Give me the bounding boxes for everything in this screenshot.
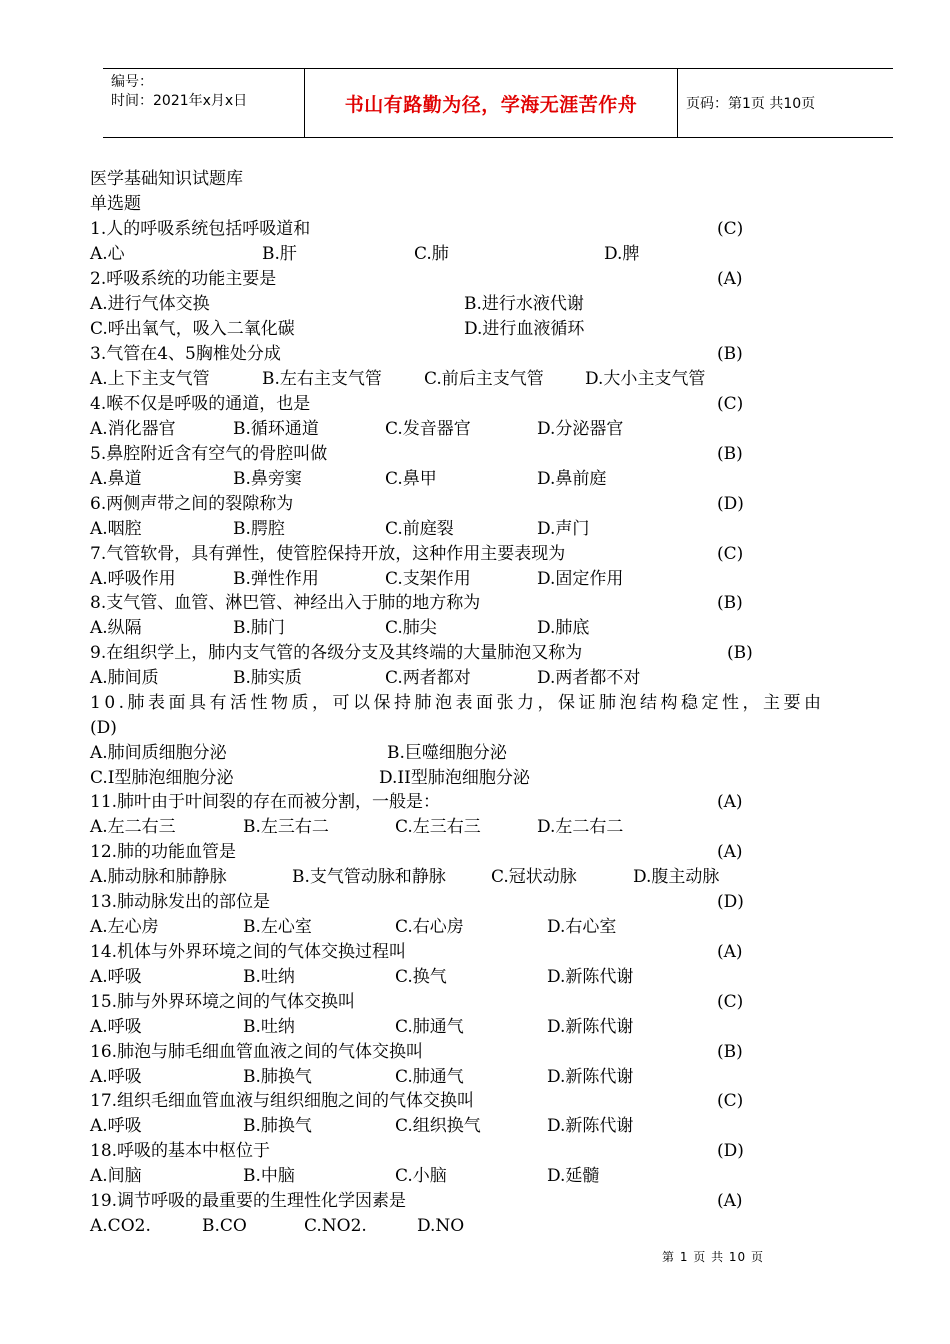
time-label: 时间：2021年x月x日 bbox=[111, 93, 248, 109]
option: A.呼吸 bbox=[90, 967, 142, 987]
option: A.肺间质细胞分泌 bbox=[90, 743, 227, 763]
option: D.脾 bbox=[604, 244, 640, 264]
answer-key: (A) bbox=[717, 942, 743, 962]
page-header bbox=[103, 68, 893, 138]
option: D.右心室 bbox=[547, 917, 617, 937]
answer-key: (D) bbox=[90, 718, 117, 738]
option: A.进行气体交换 bbox=[90, 294, 210, 314]
option: D.新陈代谢 bbox=[547, 1116, 634, 1136]
option: B.左三右二 bbox=[243, 817, 329, 837]
question-text: 13.肺动脉发出的部位是 bbox=[90, 892, 271, 912]
option: C.I型肺泡细胞分泌 bbox=[90, 768, 234, 788]
option: A.鼻道 bbox=[90, 469, 142, 489]
number-label: 编号： bbox=[111, 74, 153, 90]
option: B.吐纳 bbox=[243, 1017, 295, 1037]
option: A.呼吸作用 bbox=[90, 569, 176, 589]
option: C.前庭裂 bbox=[385, 519, 454, 539]
answer-key: (A) bbox=[717, 842, 743, 862]
answer-key: (A) bbox=[717, 269, 743, 289]
option: D.鼻前庭 bbox=[537, 469, 607, 489]
question-text: 18.呼吸的基本中枢位于 bbox=[90, 1141, 271, 1161]
option: A.心 bbox=[90, 244, 125, 264]
question-text: 6.两侧声带之间的裂隙称为 bbox=[90, 494, 294, 514]
option: B.中脑 bbox=[243, 1166, 295, 1186]
option: A.CO2. bbox=[90, 1216, 151, 1236]
option: D.分泌器官 bbox=[537, 419, 624, 439]
option: C.肺通气 bbox=[395, 1017, 464, 1037]
option: C.组织换气 bbox=[395, 1116, 481, 1136]
option: D.左二右二 bbox=[537, 817, 624, 837]
option: C.小脑 bbox=[395, 1166, 447, 1186]
header-motto: 书山有路勤为径，学海无涯苦作舟 bbox=[344, 94, 638, 116]
option: A.间脑 bbox=[90, 1166, 142, 1186]
option: D.NO bbox=[417, 1216, 465, 1236]
question-text: 4.喉不仅是呼吸的通道，也是 bbox=[90, 394, 311, 414]
question-text: 1.人的呼吸系统包括呼吸道和 bbox=[90, 219, 311, 239]
option: D.固定作用 bbox=[537, 569, 624, 589]
option: C.前后主支气管 bbox=[424, 369, 544, 389]
answer-key: (C) bbox=[717, 219, 744, 239]
option: C.肺尖 bbox=[385, 618, 437, 638]
question-text: 2.呼吸系统的功能主要是 bbox=[90, 269, 277, 289]
option: D.腹主动脉 bbox=[633, 867, 720, 887]
option: C.NO2. bbox=[304, 1216, 367, 1236]
answer-key: (A) bbox=[717, 1191, 743, 1211]
option: B.肺实质 bbox=[233, 668, 302, 688]
option: C.发音器官 bbox=[385, 419, 471, 439]
option: D.两者都不对 bbox=[537, 668, 641, 688]
option: B.巨噬细胞分泌 bbox=[387, 743, 507, 763]
option: C.支架作用 bbox=[385, 569, 471, 589]
option: A.左心房 bbox=[90, 917, 159, 937]
header-meta bbox=[111, 73, 247, 111]
option: D.肺底 bbox=[537, 618, 590, 638]
option: D.新陈代谢 bbox=[547, 1017, 634, 1037]
option: C.左三右三 bbox=[395, 817, 481, 837]
answer-key: (D) bbox=[717, 892, 744, 912]
question-text: 5.鼻腔附近含有空气的骨腔叫做 bbox=[90, 444, 328, 464]
question-text: 15.肺与外界环境之间的气体交换叫 bbox=[90, 992, 356, 1012]
option: D.大小主支气管 bbox=[585, 369, 706, 389]
option: A.肺动脉和肺静脉 bbox=[90, 867, 227, 887]
question-text: 8.支气管、血管、淋巴管、神经出入于肺的地方称为 bbox=[90, 593, 481, 613]
option: A.咽腔 bbox=[90, 519, 142, 539]
option: C.呼出氧气，吸入二氧化碳 bbox=[90, 319, 295, 339]
option: C.右心房 bbox=[395, 917, 464, 937]
option: C.肺 bbox=[414, 244, 449, 264]
question-text: 16.肺泡与肺毛细血管血液之间的气体交换叫 bbox=[90, 1042, 424, 1062]
option: D.新陈代谢 bbox=[547, 1067, 634, 1087]
answer-key: (D) bbox=[717, 494, 744, 514]
option: B.支气管动脉和静脉 bbox=[292, 867, 446, 887]
option: B.肝 bbox=[262, 244, 297, 264]
answer-key: (C) bbox=[717, 1091, 744, 1111]
option: A.上下主支气管 bbox=[90, 369, 210, 389]
option: D.进行血液循环 bbox=[464, 319, 585, 339]
option: D.II型肺泡细胞分泌 bbox=[379, 768, 530, 788]
answer-key: (B) bbox=[717, 344, 743, 364]
question-text: 11.肺叶由于叶间裂的存在而被分割，一般是： bbox=[90, 792, 441, 812]
option: A.左二右三 bbox=[90, 817, 176, 837]
option: A.呼吸 bbox=[90, 1067, 142, 1087]
option: A.呼吸 bbox=[90, 1017, 142, 1037]
answer-key: (C) bbox=[717, 992, 744, 1012]
option: C.两者都对 bbox=[385, 668, 471, 688]
option: C.换气 bbox=[395, 967, 447, 987]
header-divider bbox=[677, 69, 678, 137]
answer-key: (B) bbox=[717, 1042, 743, 1062]
question-text: 7.气管软骨，具有弹性，使管腔保持开放，这种作用主要表现为 bbox=[90, 544, 566, 564]
answer-key: (D) bbox=[717, 1141, 744, 1161]
option: B.肺换气 bbox=[243, 1116, 312, 1136]
option: B.左心室 bbox=[243, 917, 312, 937]
question-text: 10.肺表面具有活性物质，可以保持肺泡表面张力，保证肺泡结构稳定性，主要由 bbox=[90, 693, 825, 713]
option: A.纵隔 bbox=[90, 618, 142, 638]
option: B.肺换气 bbox=[243, 1067, 312, 1087]
page-info: 页码：第1页 共10页 bbox=[686, 96, 816, 112]
option: D.延髓 bbox=[547, 1166, 600, 1186]
question-text: 3.气管在4、5胸椎处分成 bbox=[90, 344, 281, 364]
question-text: 17.组织毛细血管血液与组织细胞之间的气体交换叫 bbox=[90, 1091, 475, 1111]
page-footer: 第 1 页 共 10 页 bbox=[662, 1250, 764, 1264]
option: B.循环通道 bbox=[233, 419, 319, 439]
answer-key: (B) bbox=[727, 643, 753, 663]
question-text: 12.肺的功能血管是 bbox=[90, 842, 237, 862]
option: B.吐纳 bbox=[243, 967, 295, 987]
option: D.声门 bbox=[537, 519, 590, 539]
option: B.进行水液代谢 bbox=[464, 294, 584, 314]
answer-key: (B) bbox=[717, 444, 743, 464]
question-text: 14.机体与外界环境之间的气体交换过程叫 bbox=[90, 942, 407, 962]
option: B.弹性作用 bbox=[233, 569, 319, 589]
option: C.冠状动脉 bbox=[491, 867, 577, 887]
option: A.消化器官 bbox=[90, 419, 176, 439]
answer-key: (C) bbox=[717, 544, 744, 564]
option: A.呼吸 bbox=[90, 1116, 142, 1136]
document-title: 医学基础知识试题库 bbox=[90, 169, 243, 189]
answer-key: (A) bbox=[717, 792, 743, 812]
section-heading: 单选题 bbox=[90, 194, 141, 214]
option: B.腭腔 bbox=[233, 519, 285, 539]
answer-key: (B) bbox=[717, 593, 743, 613]
option: A.肺间质 bbox=[90, 668, 159, 688]
option: C.肺通气 bbox=[395, 1067, 464, 1087]
option: D.新陈代谢 bbox=[547, 967, 634, 987]
question-text: 19.调节呼吸的最重要的生理性化学因素是 bbox=[90, 1191, 407, 1211]
question-text: 9.在组织学上，肺内支气管的各级分支及其终端的大量肺泡又称为 bbox=[90, 643, 583, 663]
option: B.鼻旁窦 bbox=[233, 469, 302, 489]
option: B.CO bbox=[202, 1216, 247, 1236]
option: C.鼻甲 bbox=[385, 469, 437, 489]
option: B.肺门 bbox=[233, 618, 285, 638]
option: B.左右主支气管 bbox=[262, 369, 382, 389]
answer-key: (C) bbox=[717, 394, 744, 414]
